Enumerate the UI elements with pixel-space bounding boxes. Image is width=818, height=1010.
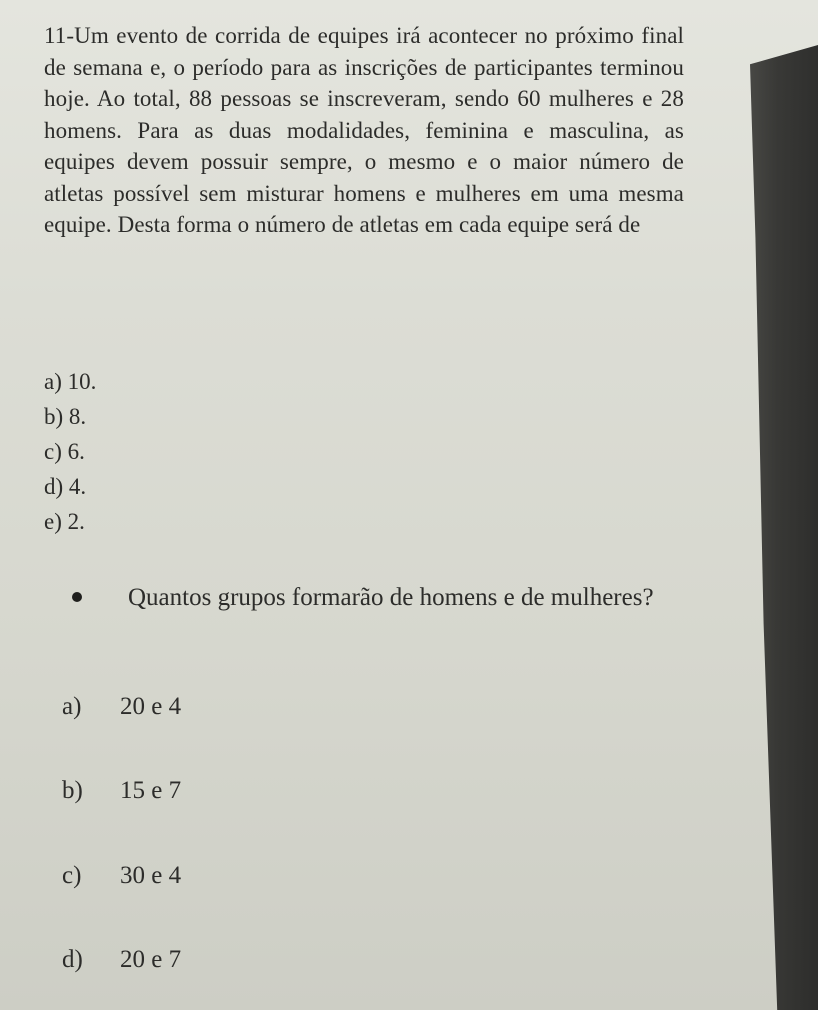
bleed-through-text [250, 330, 720, 352]
option-a-1[interactable]: a) 10. [44, 369, 97, 394]
option-a-2[interactable] [62, 693, 181, 721]
option-d-1[interactable]: d) 4. [44, 474, 87, 499]
option-letter: c) [62, 862, 82, 889]
question-2-text: Quantos grupos formarão de homens e de mulheres? [128, 584, 654, 611]
option-c-2[interactable] [62, 862, 181, 890]
question-2-block [72, 578, 752, 618]
option-value: 30 e 4 [120, 862, 182, 889]
option-d-2[interactable] [62, 946, 181, 974]
option-letter: a) [62, 693, 82, 720]
option-c-1[interactable]: c) 6. [44, 439, 85, 464]
option-b-2[interactable] [62, 777, 181, 805]
question-11-text: 11-Um evento de corrida de equipes irá acontecer no próximo final de semana e, o período para as inscrições de participantes terminou hoje. Ao total, 88 pessoas se inscreveram, sendo 60 mulheres e 28 homens. Para as duas modalidades, feminina e masculina, as equipes devem possuir sempre, o mesmo e o maior número de atletas possível sem misturar homens e mulheres em uma mesma equipe. Desta forma o número de atletas em cada equipe será de [44, 23, 684, 237]
option-value: 20 e 4 [120, 693, 182, 720]
option-letter: d) [62, 946, 83, 973]
option-letter: b) [62, 777, 83, 804]
option-b-1[interactable]: b) 8. [44, 404, 87, 429]
option-e-1[interactable]: e) 2. [44, 509, 85, 534]
options-list-1 [44, 364, 96, 539]
option-value: 15 e 7 [120, 777, 182, 804]
option-value: 20 e 7 [120, 946, 182, 973]
bullet-icon [72, 592, 82, 602]
